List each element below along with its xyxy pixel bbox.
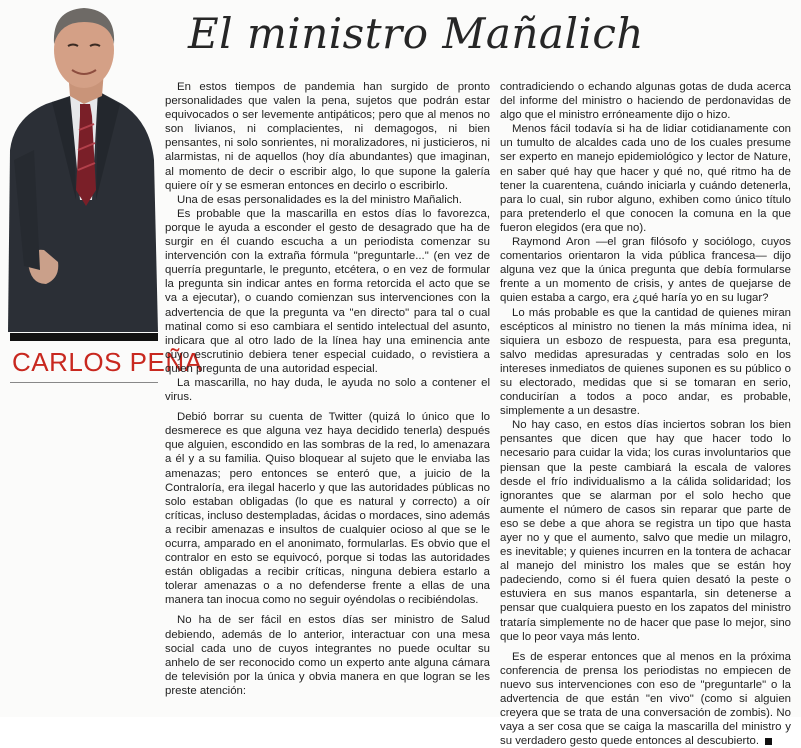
end-mark-icon	[765, 738, 772, 745]
paragraph: Es de esperar entonces que al menos en la próxima conferencia de prensa los periodistas no empiecen de nuevo sus intervenciones con eso de "preguntarle" o la advertencia de que están "en vivo" (como si alguien creyera que se trata de una conversación de zombis). No vaya a ser cosa que se caiga la mascarilla del ministro y su verdadero gesto quede entonces al descubierto.	[500, 650, 791, 748]
paragraph: La mascarilla, no hay duda, le ayuda no solo a contener el virus.	[165, 376, 490, 404]
author-rule-thick	[10, 333, 158, 341]
author-rule-thin	[10, 382, 158, 383]
article-title: El ministro Mañalich	[188, 9, 644, 58]
paragraph: En estos tiempos de pandemia han surgido de pronto personalidades que valen la pena, sujetos que podrán estar equivocados o ser levemente antipáticos; pero que al menos no son livianos, ni complacientes, ni demagogos, ni bien pensantes, ni solo sonrientes, ni moralizadores, ni justicieros, ni alarmistas, ni de aquellos (hoy día abundantes) que imaginan, al momento de decir o escribir algo, lo que supone la galería quiere oír y se esmeran entonces en decirlo o escribirlo.	[165, 81, 490, 192]
paragraph: contradiciendo o echando algunas gotas de duda acerca del informe del ministro o haciendo de perdonavidas de algo que el ministro erróneamente dijo o hizo.	[500, 81, 791, 122]
author-portrait	[0, 0, 162, 332]
paragraph: Menos fácil todavía si ha de lidiar cotidianamente con un tumulto de alcaldes cada uno de los cuales presume ser experto en manejo epidemiológico y lector de Nature, en saber qué hay que hacer y qué no, qué ritmo ha de tener la cuarentena, cuándo iniciarla y cuándo detenerla, para lo cual, sin rubor alguno, exhiben como único título para pretenderlo el que conocen la comuna en la que fueron elegidos (era que no).	[500, 123, 791, 234]
paragraph: Una de esas personalidades es la del ministro Mañalich.	[177, 193, 462, 206]
paragraph: Raymond Aron —el gran filósofo y sociólogo, cuyos comentarios orientaron la vida pública francesa— dijo alguna vez que la única pregunta que debía formularse frente a un momento de crisis, y antes de quejarse de quien estaba a cargo, era ¿qué haría yo en su lugar?	[500, 236, 791, 305]
article-column-2	[500, 80, 791, 748]
paragraph: Debió borrar su cuenta de Twitter (quizá lo único que lo desmerece es que alguna vez haya decidido tenerla) después que alguien, escondido en las sombras de la red, lo amenazara a él y a su familia. Quiso bloquear al sujeto que le enviaba las amenazas; pero entonces se enteró que, a juicio de la Contraloría, era ilegal hacerlo y que las autoridades públicas no solo estaban obligadas (lo que es natural y correcto) a oír críticas, incluso destempladas, ácidas o mordaces, sino además a recibir amenazas e insultos de cualquier ocioso al que se le ocurra, amparado en el anonimato, formularlas. Es obvio que el contralor en esto se equivocó, porque si todas las autoridades están obligadas a recibir críticas, ninguna debiera estarlo a tolerar amenazas o a no defenderse frente a ellas de una manera tan inocua como no seguir oyéndolas o recibiéndolas.	[165, 411, 490, 607]
paragraph: No hay caso, en estos días inciertos sobran los bien pensantes que dicen que hay que hacer todo lo necesario para cuidar la vida; los curas involuntarios que piensan que la peste cambiará la escala de valores desde el frío individualismo a la cálida solidaridad; los ignorantes que se alarman por el solo hecho que aumente el número de casos sin reparar que parte de eso se debe a que ahora se registra un tipo que hasta ayer no y que el aumento, salvo que medie un milagro, es inevitable; y quienes incurren en la tontera de achacar al manejo del ministro los males que se están hoy padeciendo, como si él fuera quien desató la peste o estuviera en sus manos espantarla, sin detenerse a pensar que cualquiera puesto en los zapatos del ministro trataría simplemente no de hacer que pase lo mejor, sino que lo peor vaya más lento.	[500, 419, 791, 643]
author-name: CARLOS PEÑA	[12, 347, 203, 377]
paragraph: No ha de ser fácil en estos días ser ministro de Salud debiendo, además de lo anterior, interactuar con una mesa social cada uno de cuyos integrantes no puede ocultar su anhelo de ser reconocido como un experto ante alguna cámara de televisión por la única y obvia manera en que logran se les preste atención:	[165, 614, 490, 697]
paragraph: Lo más probable es que la cantidad de quienes miran escépticos al ministro no tienen la más mínima idea, ni siquiera un esbozo de respuesta, para esa pregunta, salvo medidas apresuradas y centradas solo en los intereses inmediatos de quienes suponen es su público o su electorado, medidas que si se tomaran en serio, conducirían a todos a poco andar, es probable, simplemente a un desastre.	[500, 306, 791, 418]
article-column-1	[165, 80, 490, 698]
paragraph: Es probable que la mascarilla en estos días lo favorezca, porque le ayuda a esconder el gesto de desagrado que ha de surgir en él cuando escucha a un periodista comenzar su intervención con la extraña fórmula "preguntarle..." (en vez de querría preguntarle, le pregunto, etcétera, o en vez de formular la pregunta sin indicar antes en forma retorcida el acto que se va a ejecutar), o cuando comienzan sus intervenciones con la advertencia de que la pregunta va "en directo" para tal o cual matinal como si eso cambiara el sentido intelectual del asunto, indicara que al otro lado de la línea hay una eminencia ante cuyo escrutinio debiera tener especial cuidado, o revistiera a quien pregunta de una autoridad especial.	[165, 207, 490, 375]
last-paragraph	[500, 650, 791, 748]
